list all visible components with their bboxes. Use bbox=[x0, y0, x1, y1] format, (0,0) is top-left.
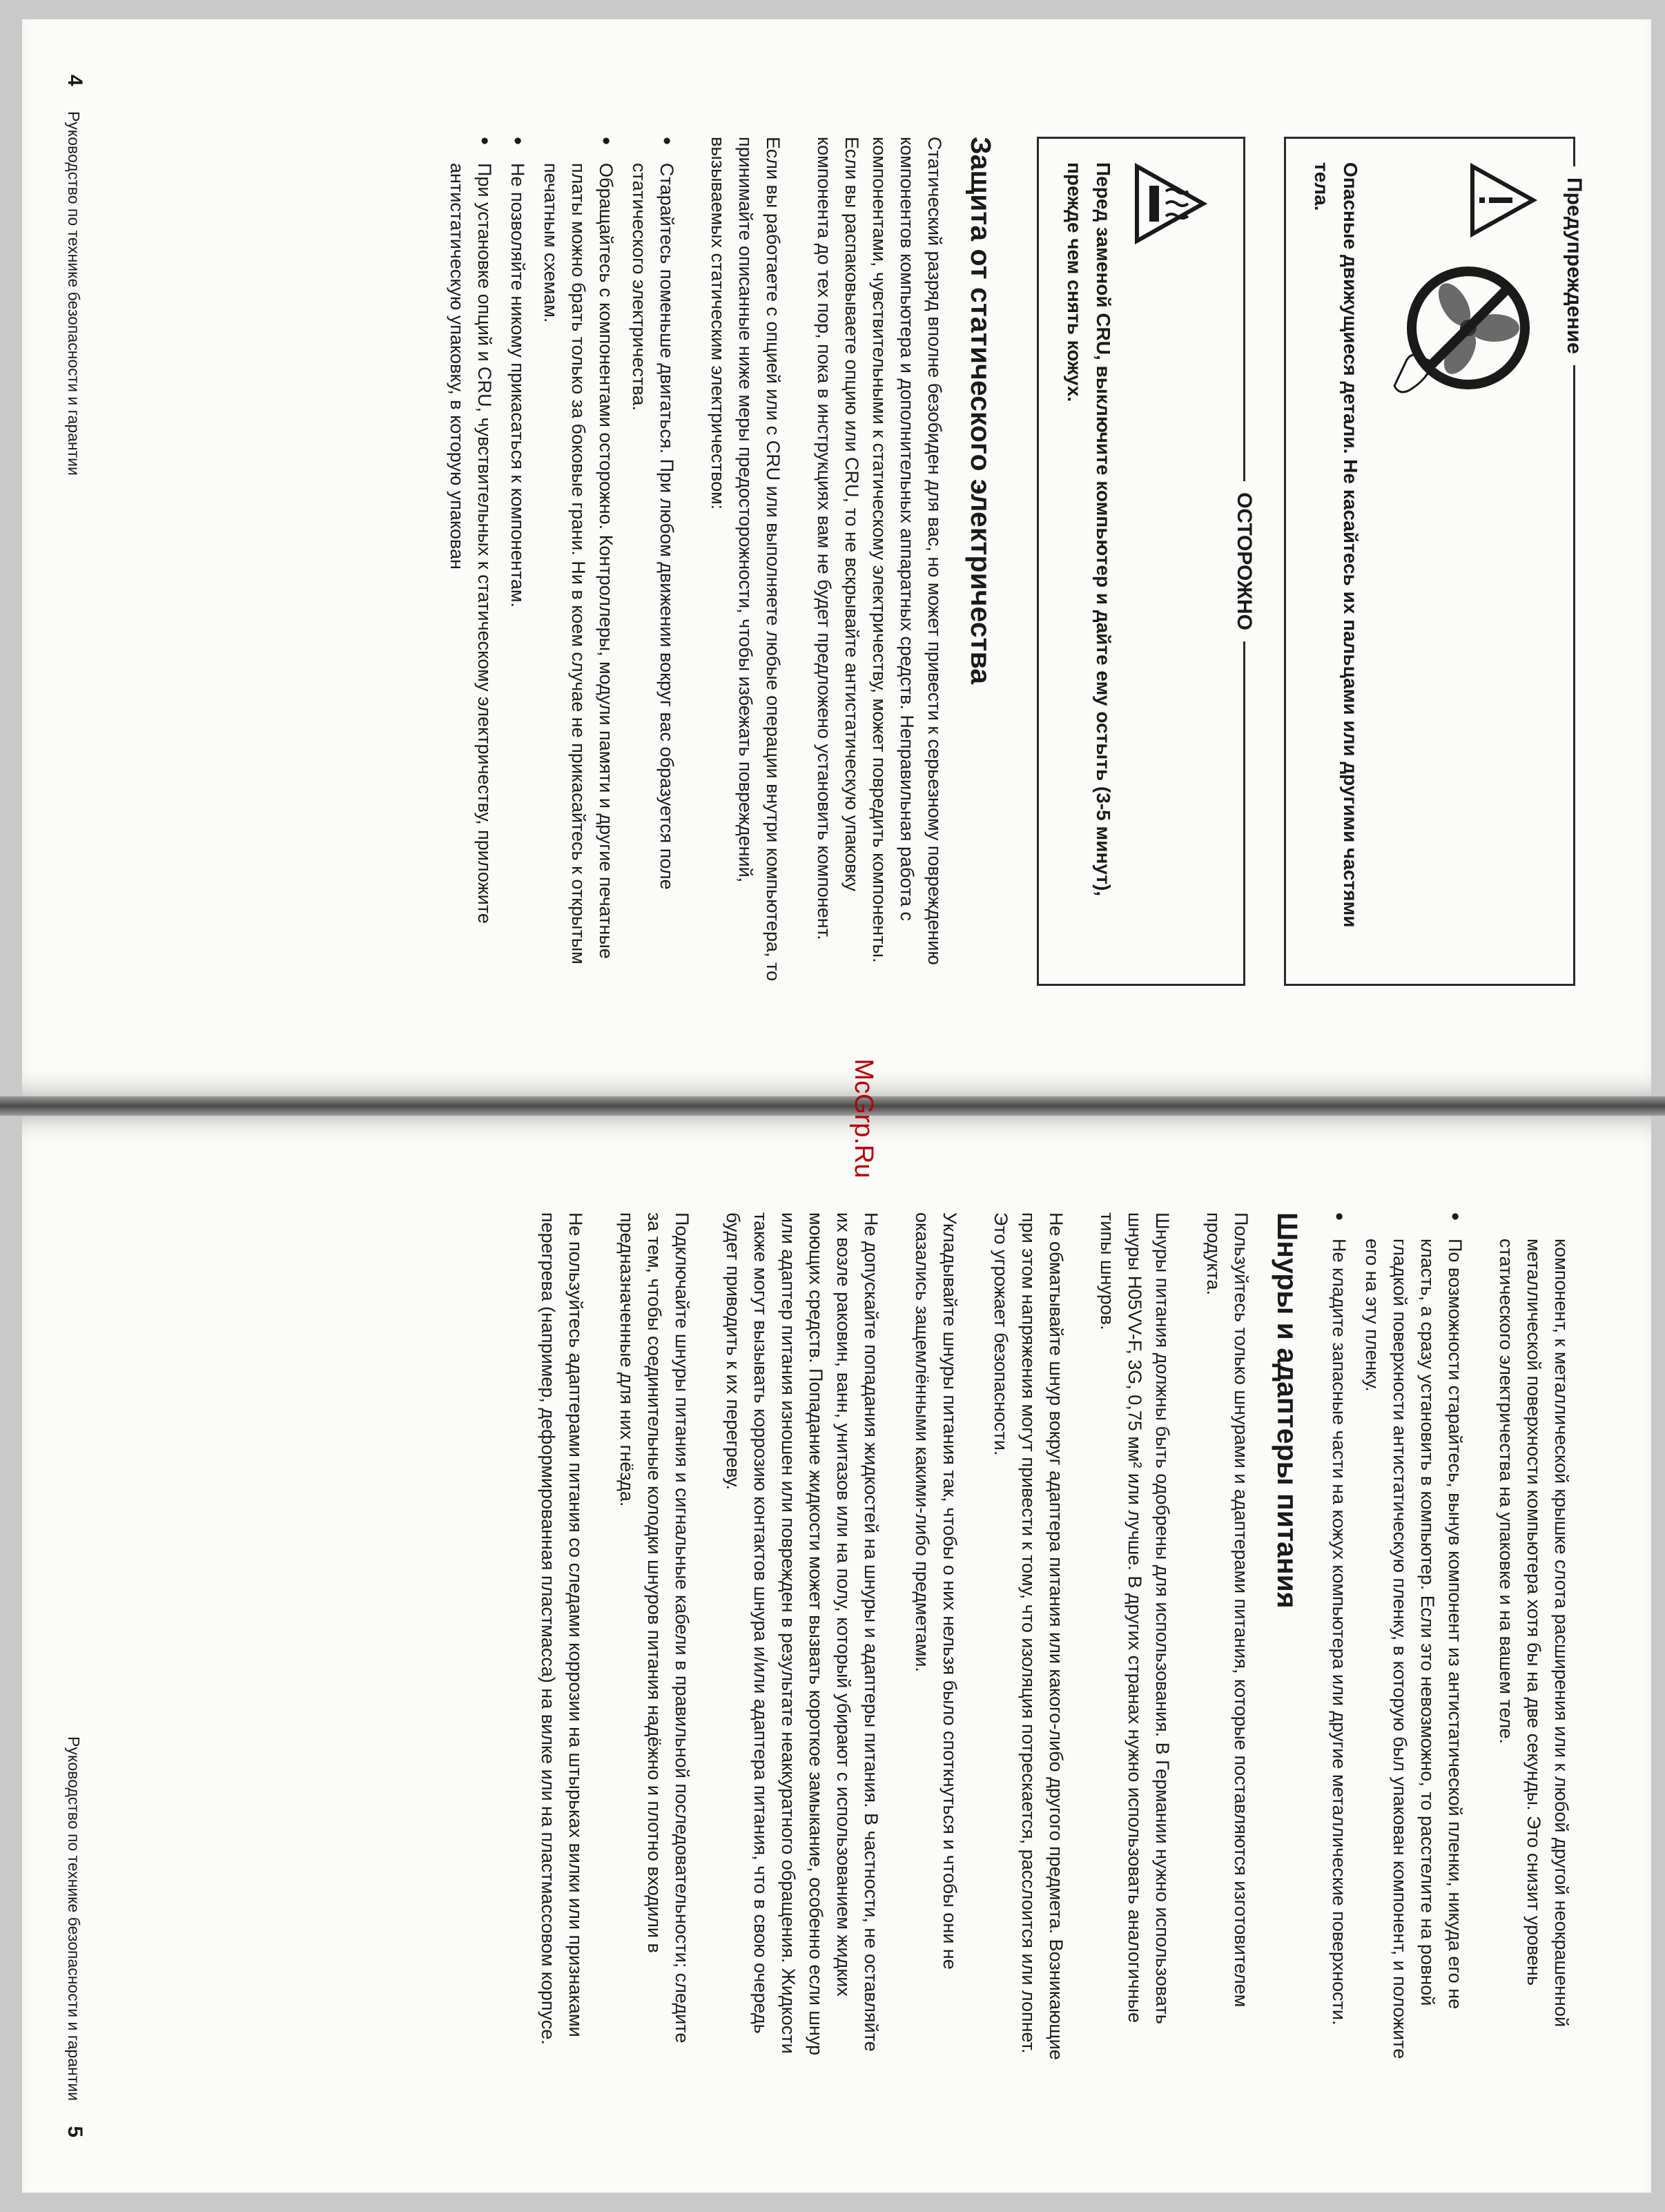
right-page bbox=[22, 1116, 1651, 2193]
static-precautions-list-continued bbox=[1325, 1212, 1469, 2061]
caution-icons bbox=[1124, 162, 1207, 960]
hot-surface-icon bbox=[1131, 162, 1207, 245]
warning-icons bbox=[1372, 162, 1537, 960]
footer-text: Руководство по технике безопасности и гарантии bbox=[65, 111, 83, 476]
footer-text: Руководство по технике безопасности и гарантии bbox=[65, 1736, 83, 2101]
warning-text: Опасные движущиеся детали. Не касайтесь их пальцами или другими частями тела. bbox=[1311, 162, 1361, 928]
cords-heading: Шнуры и адаптеры питания bbox=[1272, 1212, 1303, 1609]
list-item: • Не кладите запасные части на кожух компьютера или другие металлические поверхности. bbox=[1325, 1212, 1353, 2061]
cords-paragraph: Не обматывайте шнур вокруг адаптера питания или какого-либо другого предмета. Возникающие при этом напряжения могут привести к тому, что изоляция потрескается, расслоится или лопнет. Это угрожает безопасности. bbox=[991, 1212, 1067, 2060]
watermark: McGrp.Ru bbox=[849, 1058, 878, 1178]
left-page-footer bbox=[64, 75, 85, 476]
cords-paragraph: Не допускайте попадания жидкостей на шнуры и адаптеры питания. В частности, не оставляйте их возле раковин, ванн, унитазов или на полу, который убирают с использованием жидких моющих средств. Попадание жидкости может вызвать короткое замыкание, особенно если шнур или адаптер питания изношен или поврежден в результате неаккуратного обращения. Жидкости также могут вызывать коррозию контактов шнура и/или адаптера питания, что в свою очередь будет приводить к их перегреву. bbox=[723, 1212, 882, 2056]
book-spine bbox=[0, 1096, 1665, 1116]
static-paragraph: Если вы работаете с опцией или с CRU или выполняете любые операции внутри компьютера, то принимайте описанные ниже меры предосторожности, чтобы избежать повреждений, вызываемых статическим электричеством: bbox=[708, 137, 783, 982]
list-item: • Обращайтесь с компонентами осторожно. Контроллеры, модули памяти и другие печатные платы можно брать только за боковые грани. Ни в коем случае не прикасайтесь к открытым печатным схемам. bbox=[537, 137, 620, 986]
cords-paragraph: Подключайте шнуры питания и сигнальные кабели в правильной последовательности; следите за тем, чтобы соединительные колодки шнуров питания надёжно и плотно входили в предназначенные для них гнёзда. bbox=[616, 1212, 692, 2044]
left-page bbox=[22, 19, 1651, 1096]
cords-paragraph: Шнуры питания должны быть одобрены для использования. В Германии нужно использовать шнуры H05VV-F, 3G, 0,75 мм² или лучше. В других странах нужно использовать аналогичные типы шнуров. bbox=[1097, 1212, 1173, 2024]
warning-box bbox=[1284, 137, 1586, 986]
cords-paragraph: Укладывайте шнуры питания так, чтобы о них нельзя было споткнуться и чтобы они не оказались защемлёнными какими-либо предметами. bbox=[912, 1212, 960, 1970]
static-precautions-list bbox=[443, 137, 681, 986]
cords-paragraph: Не пользуйтесь адаптерами питания со следами коррозии на штырьках вилки или признаками перегрева (например, деформированная пластмасса) на вилке или на пластмассовом корпусе. bbox=[538, 1212, 586, 2045]
right-page-footer bbox=[64, 1736, 85, 2137]
hazard-triangle-icon bbox=[1468, 162, 1537, 238]
caution-text: Перед заменой CRU, выключите компьютер и дайте ему остыть (3-5 минут), прежде чем снять кожух. bbox=[1064, 162, 1114, 897]
cords-paragraph: Пользуйтесь только шнурами и адаптерами питания, которые поставляются изготовителем продукта. bbox=[1203, 1212, 1252, 2008]
fan-hand-prohibition-icon bbox=[1379, 252, 1537, 418]
caution-box bbox=[1037, 137, 1256, 986]
caution-title: ОСТОРОЖНО bbox=[1227, 481, 1261, 641]
list-item: • При установке опций и CRU, чувствительных к статическому электричеству, приложите антистатическую упаковку, в которую упакован bbox=[443, 137, 498, 986]
list-item: • По возможности старайтесь, вынув компонент из антистатической пленки, никуда его не класть, а сразу установить в компьютер. Если это невозможно, то расстелите на ровной гладкой поверхности антистатическую пленку, в которую был упакован компонент, и положите его на эту пленку. bbox=[1359, 1212, 1469, 2061]
right-page-content bbox=[511, 1212, 1575, 2061]
continued-list-text: компонент, к металлической крышке слота расширения или к любой другой неокрашенной металлической поверхности компьютера хотя бы на две секунды. Это снизит уровень статического электричества на упаковке и на вашем теле. bbox=[1496, 1239, 1572, 2028]
static-heading: Защита от статического электричества bbox=[965, 137, 997, 685]
left-page-content bbox=[422, 137, 1586, 986]
list-item: • Старайтесь поменьше двигаться. При любом движении вокруг вас образуется поле статического электричества. bbox=[625, 137, 681, 986]
page-number: 4 bbox=[64, 75, 86, 86]
page-number: 5 bbox=[64, 2126, 86, 2137]
list-item: • Не позволяйте никому прикасаться к компонентам. bbox=[504, 137, 532, 986]
static-paragraph: Статический разряд вполне безобиден для вас, но может привести к серьезному повреждению компонентов компьютера и дополнительных аппаратных средств. Неправильная работа с компонентами, чувствительными к статическому электричеству, может повредить компоненты. Если вы распаковываете опцию или CRU, то не вскрывайте антистатическую упаковку компонента до тех пор, пока в инструкциях вам не будет предложено установить компонент. bbox=[814, 137, 945, 965]
warning-title: Предупреждение bbox=[1557, 166, 1591, 365]
